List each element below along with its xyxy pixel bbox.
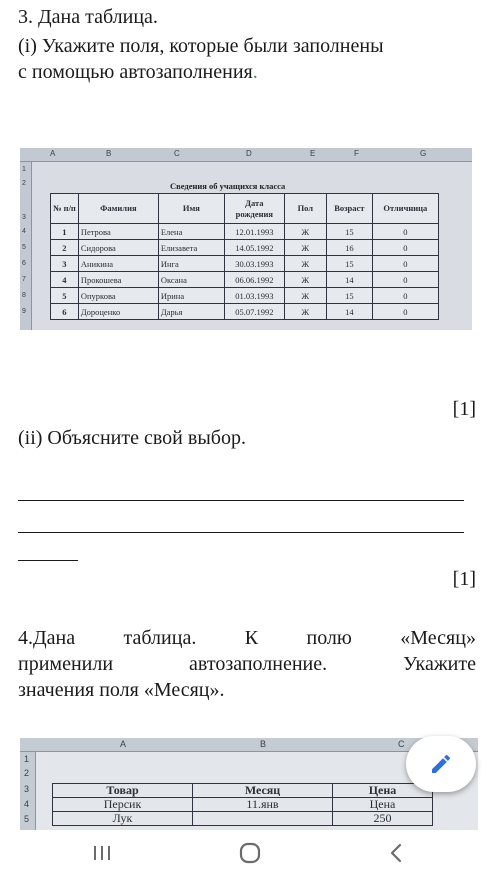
sheet1-col-a: A bbox=[50, 149, 56, 158]
question4-line2 bbox=[18, 651, 476, 677]
cell-age: 15 bbox=[326, 256, 372, 272]
table-row bbox=[51, 272, 439, 288]
cell-surname: Прокошева bbox=[78, 272, 158, 288]
question4-line1 bbox=[18, 625, 476, 651]
table-row bbox=[51, 224, 439, 240]
cell-product: Лук bbox=[53, 812, 193, 826]
table-row bbox=[51, 240, 439, 256]
cell-age: 14 bbox=[326, 304, 372, 320]
question3-part-i-line2 bbox=[18, 59, 258, 85]
back-button[interactable] bbox=[376, 838, 416, 868]
sheet1-header-sex: Пол bbox=[284, 194, 326, 224]
answer-line-1[interactable] bbox=[18, 500, 464, 501]
cell-birthdate: 01.03.1993 bbox=[224, 288, 284, 304]
sheet2-col-c: C bbox=[398, 739, 405, 749]
cell-sex: Ж bbox=[284, 224, 326, 240]
cell-num: 6 bbox=[51, 304, 79, 320]
cell-birthdate: 12.01.1993 bbox=[224, 224, 284, 240]
sheet1-header-excellent: Отличница bbox=[372, 194, 438, 224]
cell-birthdate: 14.05.1992 bbox=[224, 240, 284, 256]
question3-part-ii: (ii) Объясните свой выбор. bbox=[18, 427, 246, 449]
question4-word: применили bbox=[18, 653, 114, 675]
sheet2-row-2: 2 bbox=[24, 768, 30, 778]
table-row bbox=[51, 304, 439, 320]
cell-price: Цена bbox=[333, 798, 433, 812]
home-icon bbox=[239, 842, 261, 864]
sheet2-header-product: Товар bbox=[53, 784, 193, 798]
cell-sex: Ж bbox=[284, 256, 326, 272]
pencil-icon bbox=[429, 752, 453, 776]
edit-fab-inner bbox=[413, 736, 469, 792]
cell-name: Оксана bbox=[158, 272, 224, 288]
sheet1-row-6: 6 bbox=[22, 260, 26, 267]
cell-month bbox=[193, 812, 333, 826]
spreadsheet-image-1 bbox=[20, 148, 472, 330]
sheet1-row-headers bbox=[20, 162, 32, 330]
cell-name: Ирина bbox=[158, 288, 224, 304]
sheet2-header-price: Цена bbox=[333, 784, 433, 798]
sheet1-row-9: 9 bbox=[22, 308, 26, 315]
sheet1-title: Сведения об учащихся класса bbox=[170, 181, 286, 191]
edit-fab-button[interactable] bbox=[406, 736, 476, 792]
green-dot: . bbox=[252, 61, 258, 83]
question3-part-i-line1: (i) Укажите поля, которые были заполнены bbox=[18, 35, 384, 57]
sheet1-row-4: 4 bbox=[22, 228, 26, 235]
cell-excellent: 0 bbox=[372, 272, 438, 288]
sheet1-header-row bbox=[51, 194, 439, 224]
sheet1-col-f: F bbox=[354, 149, 359, 158]
sheet1-header-surname: Фамилия bbox=[78, 194, 158, 224]
cell-num: 5 bbox=[51, 288, 79, 304]
cell-sex: Ж bbox=[284, 288, 326, 304]
cell-surname: Аникина bbox=[78, 256, 158, 272]
cell-name: Инга bbox=[158, 256, 224, 272]
question4-word: К bbox=[244, 627, 259, 649]
sheet2-col-a: A bbox=[120, 739, 127, 749]
sheet2-row-5: 5 bbox=[24, 814, 30, 824]
sheet2-header-row bbox=[53, 784, 433, 798]
cell-surname: Дороценко bbox=[78, 304, 158, 320]
home-button[interactable] bbox=[230, 838, 270, 868]
table-row bbox=[51, 288, 439, 304]
cell-age: 15 bbox=[326, 224, 372, 240]
cell-birthdate: 05.07.1992 bbox=[224, 304, 284, 320]
sheet1-row-2: 2 bbox=[22, 180, 26, 187]
sheet1-header-age: Возраст bbox=[326, 194, 372, 224]
sheet1-row-5: 5 bbox=[22, 244, 26, 251]
sheet2-row-1: 1 bbox=[24, 754, 30, 764]
cell-birthdate: 30.03.1993 bbox=[224, 256, 284, 272]
cell-surname: Петрова bbox=[78, 224, 158, 240]
sheet2-row-headers bbox=[20, 752, 36, 830]
cell-num: 3 bbox=[51, 256, 79, 272]
answer-line-2[interactable] bbox=[18, 532, 464, 533]
sheet1-col-b: B bbox=[106, 149, 112, 158]
question4-line3: значения поля «Месяц». bbox=[18, 679, 225, 701]
cell-sex: Ж bbox=[284, 304, 326, 320]
cell-num: 1 bbox=[51, 224, 79, 240]
sheet2-row-4: 4 bbox=[24, 799, 30, 809]
sheet2-col-b: B bbox=[260, 739, 267, 749]
sheet1-col-e: E bbox=[310, 149, 316, 158]
sheet1-row-8: 8 bbox=[22, 292, 26, 299]
recent-apps-icon bbox=[92, 844, 112, 862]
sheet1-header-birthdate: Дата рождения bbox=[224, 194, 284, 224]
sheet1-row-3: 3 bbox=[22, 214, 26, 221]
cell-surname: Сидорова bbox=[78, 240, 158, 256]
sheet1-col-c: C bbox=[174, 149, 180, 158]
table-row bbox=[53, 812, 433, 826]
cell-surname: Опуркова bbox=[78, 288, 158, 304]
sheet1-column-headers bbox=[20, 148, 472, 162]
score-part-ii: [1] bbox=[452, 568, 476, 590]
cell-excellent: 0 bbox=[372, 304, 438, 320]
question4-word: 4.Дана bbox=[18, 627, 76, 649]
score-part-i: [1] bbox=[452, 398, 476, 420]
sheet1-row-7: 7 bbox=[22, 276, 26, 283]
cell-age: 14 bbox=[326, 272, 372, 288]
question4-word: Укажите bbox=[403, 653, 476, 675]
back-icon bbox=[389, 843, 403, 863]
cell-age: 15 bbox=[326, 288, 372, 304]
question4-word: полю bbox=[306, 627, 352, 649]
cell-product: Персик bbox=[53, 798, 193, 812]
cell-price: 250 bbox=[333, 812, 433, 826]
answer-line-3[interactable] bbox=[18, 560, 78, 561]
sheet2-header-month: Месяц bbox=[193, 784, 333, 798]
cell-age: 16 bbox=[326, 240, 372, 256]
sheet1-col-g: G bbox=[420, 149, 427, 158]
recent-apps-button[interactable] bbox=[82, 838, 122, 868]
cell-excellent: 0 bbox=[372, 256, 438, 272]
cell-name: Елизавета bbox=[158, 240, 224, 256]
sheet1-col-d: D bbox=[246, 149, 252, 158]
cell-num: 4 bbox=[51, 272, 79, 288]
sheet1-header-name: Имя bbox=[158, 194, 224, 224]
cell-num: 2 bbox=[51, 240, 79, 256]
cell-excellent: 0 bbox=[372, 240, 438, 256]
sheet1-header-num: № п/п bbox=[51, 194, 79, 224]
sheet1-row-1: 1 bbox=[22, 166, 26, 173]
cell-sex: Ж bbox=[284, 240, 326, 256]
cell-name: Дарья bbox=[158, 304, 224, 320]
question4-word: таблица. bbox=[123, 627, 197, 649]
question3-part-i-line2-text: с помощью автозаполнения bbox=[18, 61, 253, 83]
table-row bbox=[53, 798, 433, 812]
table-row bbox=[51, 256, 439, 272]
cell-month: 11.янв bbox=[193, 798, 333, 812]
cell-excellent: 0 bbox=[372, 288, 438, 304]
sheet1-table bbox=[50, 193, 439, 320]
question4-word: автозаполнение. bbox=[189, 653, 328, 675]
cell-excellent: 0 bbox=[372, 224, 438, 240]
android-nav-bar bbox=[0, 830, 500, 874]
question4-word: «Месяц» bbox=[400, 627, 476, 649]
sheet2-table bbox=[52, 783, 433, 826]
question3-heading: 3. Дана таблица. bbox=[18, 6, 158, 28]
cell-birthdate: 06.06.1992 bbox=[224, 272, 284, 288]
cell-sex: Ж bbox=[284, 272, 326, 288]
cell-name: Елена bbox=[158, 224, 224, 240]
sheet2-row-3: 3 bbox=[24, 784, 30, 794]
